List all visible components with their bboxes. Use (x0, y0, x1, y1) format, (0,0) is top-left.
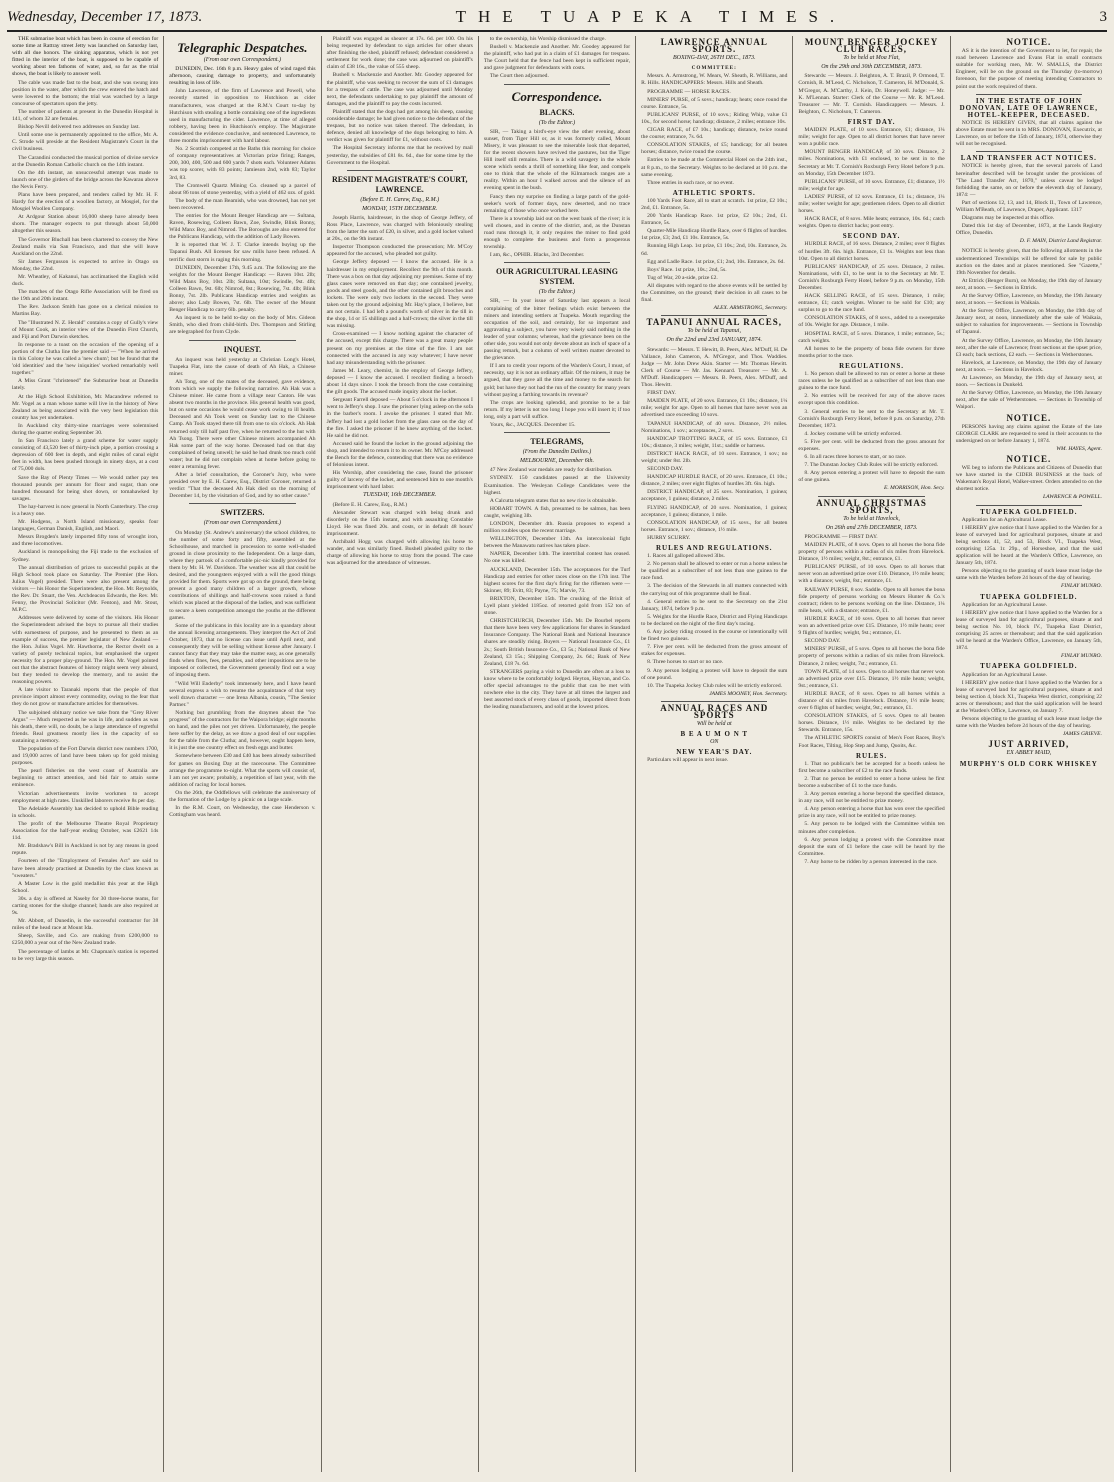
inquest-heading: INQUEST. (223, 344, 262, 354)
benger-regulations: 1. No person shall be allowed to run or enter a horse at these races unless he be qualified as a subscriber of not less than one guinea to the race fund. 2. No entries will be received for any of the above races except upon this condition. 3. General entries to be sent to the Secretary at Mr. T. Cornish's Roxburgh Ferry Hotel, before 8 p.m. on Saturday, 27th December, 1873. 4. Jockey costume will be strictly enforced. 5. Five per cent. will be deducted from the gross amount for expenses. 6. In all races three horses to start, or no race. 7. The Dunstan Jockey Club Rules will be strictly enforced. 8. Any person entering a protest will have to deposit the sum of one guinea. (798, 371, 945, 484)
column-2 (164, 36, 321, 1472)
goldfield-heading-3: TUAPEKA GOLDFIELD. (980, 662, 1078, 671)
notice-1: AS it is the intention of the Government to let, for repair, the road between Lawrence and Evans Flat in small contracts suitable for working men, Mr. W. SMALLS, the District Engineer, will be on the ground on the Thursday (to-morrow) forenoon, for the purpose of meeting intending Contractors to point out the work required of them. (955, 48, 1102, 90)
whiskey-advert: MURPHY'S OLD CORK WHISKEY (959, 759, 1098, 768)
notice-heading-2: NOTICE. (1006, 412, 1052, 423)
blacks-heading: BLACKS. (539, 107, 575, 117)
benger-secretary: E. MORRISON, Hon. Secy. (883, 485, 945, 492)
sports-programme: Messrs. A. Armstrong, W. Mears, W. Sheath, R. Williams, and R. Hills. HANDICAPPERS: Messrs. Hills and Sheath. PROGRAMME — HORSE RACES. MINERS' PURSE, of 5 sovs.; handicap; heats; once round the course. Entrance, 5s. PUBLICANS' PURSE, of 10 sovs.; Riding Whip, value £1 10s., for second horse; handicap; distance, 2 miles; entrance 10s. CIGAR RACE, of £7 10s.; handicap; distance, twice round the course; entrance, 7s. 6d. CONSOLATION STAKES, of £5; handicap; for all beaten horses; distance, twice round the course. Entries to be made at the Commercial Hotel on the 24th inst., at 8 p.m., to the Secretary. Weights to be declared at 10 p.m. the same evening. Three entries in each race, or no event. (641, 73, 788, 186)
rm-court-sub: (Before E. H. Carew, Esq., R.M.) (360, 196, 440, 203)
column-5: LAWRENCE ANNUAL SPORTS. BOXING-DAY, 26TH DEC., 1873. COMMITTEE: Messrs. A. Armstrong, W. Mears, W. Sheath, R. Williams, and R. Hills. HANDICAPPERS: Messrs. Hills and Sheath. PROGRAMME — HORSE RACES. MINERS' PURSE, of 5 sovs.; handicap; heats; once round the course. Entrance, 5s. PUBLICANS' PURSE, of 10 sovs.; Riding Whip, value £1 10s., for second horse; handicap; distance, 2 miles; entrance 10s. CIGAR RACE, of £7 10s.; handicap; distance, twice round the course; entrance, 7s. 6d. CONSOLATION STAKES, of £5; handicap; for all beaten horses; distance, twice round the course. Entries to be made at the Commercial Hotel on the 24th inst., at 8 p.m., to the Secretary. Weights to be declared at 10 p.m. the same evening. Three entries in each race, or no event. ATHLETIC SPORTS. 100 Yards Foot Race, all to start at scratch. 1st prize, £2 10s.; 2nd, £1. Entrance, 5s. 200 Yards Handicap Race. 1st prize, £2 10s.; 2nd, £1. Entrance, 5s. Quarter-Mile Handicap Hurdle Race, over 6 flights of hurdles. 1st prize, £3; 2nd, £1 10s. Entrance, 5s. Running High Leap. 1st prize, £1 10s.; 2nd, 10s. Entrance, 2s. 6d. Egg and Ladle Race. 1st prize, £1; 2nd, 10s. Entrance, 2s. 6d. Boys' Race. 1st prize, 10s.; 2nd, 5s. Tug of War, 20 a-side, prize £2. All disputes with regard to the above events will be settled by the Committee, on the ground; their decision in all cases to be final. ALEX. ARMSTRONG, Secretary. TAPANUI ANNUAL RACES, To be held at Tapanui, On the 22nd and 23rd JANUARY, 1874. Stewards: — Messrs. T. Hewitt, B. Peers, Alex. M'Duff, H. De Vallance, John Cameron, A. M'Gregor, and Thos. Waddies. Judge — Mr. John Drew Akin. Starter — Mr. Thomas Hewitt. Clerk of Course — Mr. Jas. Kennard. Treasurer — Mr. A. M'Duff. Handicappers — Messrs. B. Peers, Alex. M'Duff, and Thos. Hewitt. FIRST DAY. MAIDEN PLATE, of 20 sovs. Entrance, £1 10s.; distance, 1¼ mile; weight for age. Open to all horses that have never won an advertised race exceeding 10 sovs. TAPANUI HANDICAP, of 40 sovs. Distance, 2½ miles. Nominations, 1 sov.; acceptances, 2 sovs. HANDICAP TROTTING RACE, of 15 sovs. Entrance, £1 10s.; distance, 3 miles; weight, 11st.; saddle or harness. DISTRICT HACK RACE, of 10 sovs. Entrance, 1 sov.; no weight; under 8st. 2lb. SECOND DAY. HANDICAP HURDLE RACE, of 20 sovs. Entrance, £1 10s.; distance, 2 miles; over eight flights of hurdles 3ft. 6in. high. DISTRICT HANDICAP, of 25 sovs. Nomination, 1 guinea; acceptance, 1 guinea; distance, 2 miles. FLYING HANDICAP, of 20 sovs. Nomination, 1 guinea; acceptance, 1 guinea; distance, 1 mile. CONSOLATION HANDICAP, of 15 sovs., for all beaten horses. Entrance, 1 sov.; distance, 1½ mile. HURRY SCURRY. RULES AND REGULATIONS. 1. Races all galloped allowed 3lbs. 2. No person shall be allowed to enter or run a horse unless he be qualified as a subscriber of not less than one guinea to the race fund. 3. The decision of the Stewards in all matters connected with the carrying out of this programme shall be final. 4. General entries to be sent to the Secretary on the 21st January, 1874, before 9 p.m. 5. Weights for the Hurdle Race, District and Flying Handicaps to be declared on the night of the first day's racing. 6. Any jockey riding crossed in the course or intentionally will be fined two guineas. 7. Five per cent. will be deducted from the gross amount of stakes for expenses. 8. Three horses to start or no race. 9. Any person lodging a protest will have to deposit the sum of one pound. 10. The Tuapeka Jockey Club rules will be strictly enforced. JAMES MOONEY, Hon. Secretary. ANNUAL RACES AND SPORTS Will be held at B E A U M O N T ON NEW YEAR'S DAY. Particulars will appear in next issue. (636, 36, 793, 1472)
allotment-notice: NOTICE is hereby given, that the following allotments in the undermentioned Townships will be offered for sale by public auction on the dates and at places mentioned. See "Gazette," 19th November for details. At Ettrick (Benger Burn), on Monday, the 19th day of January next, at noon. — Sections in Ettrick. At the Survey Office, Lawrence, on Monday, the 19th January next, at noon. — Sections in Waikaia. At the Survey Office, Lawrence, on Monday, the 19th day of January next, at noon, immediately after the sale of Waikaia, subject to valuation for improvements. — Sections in Township of Tapanui. At the Survey Office, Lawrence, on Monday, the 19th January next, after the sale of Lawrence; front sections at the upset price, £3 each; back sections, £2 each. — Sections in Wetherstones. Havelock, at Lawrence, on Monday, the 19th day of January next, at noon. — Sections in Havelock. At Lawrence, on Monday, the 19th day of January next, at noon. — Sections in Dunkeld. At the Survey Office, Lawrence, on Monday, the 19th January next, after the sale of Wetherstones. — Sections in Township of Waipori. (955, 248, 1102, 411)
benger-sub: To be held at Moa Flat, (843, 55, 900, 62)
tapanui-heading: TAPANUI ANNUAL RACES, (646, 317, 782, 328)
christmas-rules-heading: RULES. (856, 751, 888, 760)
new-year-label: NEW YEAR'S DAY. (676, 748, 753, 757)
hayes-agent: WM. HAYES, Agent. (1056, 445, 1102, 452)
switzers-heading: SWITZERS. (220, 508, 265, 518)
court-ending: to the ownership, his Worship dismissed the charge. Bushell v. Mackenzie and Another. Mr. Goodey appeared for the plaintiff, who had put in a claim of £1 damages for trespass. The Court held that the fence had been kept in sufficient repair, and gave judgment for defendants with costs. The Court then adjourned. (483, 36, 631, 80)
land-transfer-heading: LAND TRANSFER ACT NOTICES. (960, 154, 1097, 163)
athletic-programme: 100 Yards Foot Race, all to start at scratch. 1st prize, £2 10s.; 2nd, £1. Entrance, 5s. 200 Yards Handicap Race. 1st prize, £2 10s.; 2nd, £1. Entrance, 5s. Quarter-Mile Handicap Hurdle Race, over 6 flights of hurdles. 1st prize, £3; 2nd, £1 10s. Entrance, 5s. Running High Leap. 1st prize, £1 10s.; 2nd, 10s. Entrance, 2s. 6d. Egg and Ladle Race. 1st prize, £1; 2nd, 10s. Entrance, 2s. 6d. Boys' Race. 1st prize, 10s.; 2nd, 5s. Tug of War, 20 a-side, prize £2. All disputes with regard to the above events will be settled by the Committee, on the ground; their decision in all cases to be final. (641, 197, 788, 304)
beaumont-body: Particulars will appear in next issue. (647, 757, 729, 764)
notice-heading-3: NOTICE. (1006, 453, 1052, 464)
telegram-paragraphs: 47 New Zealand war medals are ready for distribution. SYDNEY. 150 candidates passed at the University Examination. The Wesleyan College Candidates were the highest. A Calcutta telegram states that no new rice is obtainable. HOBART TOWN. A fish, presumed to be salmon, has been caught, weighing 3lb. LONDON, December 4th. Russia proposes to expend a million roubles upon the recent marriage. WELLINGTON, December 13th. An intercolonial fight between the Manawatu natives has taken place. NAPIER, December 14th. The intertribal contest has ceased. No one was killed. AUCKLAND, December 15th. The acceptances for the Turf Handicap and entries for other races close on the 17th inst. The highest scores for the first day's firing for the riflemen were — Skinner, 89; Evitt, 83; Payne, 75; Marvie, 73. BRIXTON, December 15th. The crushing of the Brixit of Lyell plant yielded 1185oz. of retorted gold from 152 ton of stone. CHRISTCHURCH, December 15th. Mr. De Bourbel reports that there have been very few applications for shares in Standard Insurance Company. The National Bank and National Insurance shares are steadily rising. Buyers — National Insurance Co., £1 2s.; South British Insurance Co., £3 5s.; National Bank of New Zealand, £3 15s.; Shipping Company, 2s. 6d.; Bank of New Zealand, £18 7s. 6d. STRANGERS paying a visit to Dunedin are often at a loss to know where to be comfortably lodged. Heyton, Hayvan, and Co. offer special advantages to the public that can be met with nowhere else in the city. They have at all times the largest and best assorted stock of every class of goods, imported direct from the leading manufacturers, and sold at the lowest prices. (483, 467, 631, 711)
munro-signature-2: FINLAY MUNRO. (1060, 653, 1102, 660)
tapanui-date: On the 22nd and 23rd JANUARY, 1874. (666, 337, 762, 344)
telegraphic-sub: (From our own Correspondent.) (203, 57, 282, 63)
clark-estate-notice: PERSONS having any claims against the Estate of the late GEORGE CLARK are requested to send in their accounts to the undersigned on or before January 1, 1874. (955, 423, 1102, 444)
goldfield-heading-2: TUAPEKA GOLDFIELD. (980, 592, 1078, 601)
committee-label: COMMITTEE: (691, 65, 737, 72)
leasing-editor: (To the Editor.) (538, 289, 576, 296)
benger-date: On the 29th and 30th DECEMBER, 1873. (821, 64, 922, 71)
column-1 (7, 36, 164, 1472)
land-registrar: D. F. MAIN, District Land Registrar. (1019, 238, 1102, 245)
goldfield-lease-2: Application for an Agricultural Lease. I HEREBY give notice that I have applied to the Warden for a lease of surveyed land for agricultural purposes, situate at and being section No. 10, block IV., Tuapeka East District, comprising 25 acres or thereabout; and that the said application will be heard at the Warden's Office, Lawrence, on January 5th, 1874. (955, 601, 1102, 652)
lead-paragraph: THE submarine boat which has been in course of erection for some time at Rattray street Jetty was launched on Saturday last, with all due honors. The sinking apparatus, which is not yet fitted in the interior of the boat, is supposed to be capable of working about ten fathoms of water, and, so far as the trial shows, the boat is likely to answer well. (12, 36, 159, 78)
benger-first-day-races: MAIDEN PLATE, of 10 sovs. Entrance, £1; distance, 1¼ mile; weight for age. Open to all district horses that have never won a public race. MOUNT BENGER HANDICAP, of 30 sovs. Distance, 2 miles. Nominations, with £1 enclosed, to be sent in to the Secretary at Mr. T. Cornish's Roxburgh Ferry Hotel before 9 p.m. on Monday, 15th December 1873. PUBLICANS' PURSE, of 10 sovs. Entrance, £1; distance, 1½ mile; weight for age. LADIES' PURSE, of 12 sovs. Entrance, £1 1s.; distance, 1¼ mile; welter weight for age; gentlemen riders. Open to all district horses. HACK RACE, of 8 sovs. Mile heats; entrance, 10s. 6d.; catch weights. Open to district hacks; post entry. (798, 127, 945, 230)
tapanui-programme: Stewards: — Messrs. T. Hewitt, B. Peers, Alex. M'Duff, H. De Vallance, John Cameron, A. M'Gregor, and Thos. Waddies. Judge — Mr. John Drew Akin. Starter — Mr. Thomas Hewitt. Clerk of Course — Mr. Jas. Kennard. Treasurer — Mr. A. M'Duff. Handicappers — Messrs. B. Peers, Alex. M'Duff, and Thos. Hewitt. FIRST DAY. MAIDEN PLATE, of 20 sovs. Entrance, £1 10s.; distance, 1¼ mile; weight for age. Open to all horses that have never won an advertised race exceeding 10 sovs. TAPANUI HANDICAP, of 40 sovs. Distance, 2½ miles. Nominations, 1 sov.; acceptances, 2 sovs. HANDICAP TROTTING RACE, of 15 sovs. Entrance, £1 10s.; distance, 3 miles; weight, 11st.; saddle or harness. DISTRICT HACK RACE, of 10 sovs. Entrance, 1 sov.; no weight; under 8st. 2lb. SECOND DAY. HANDICAP HURDLE RACE, of 20 sovs. Entrance, £1 10s.; distance, 2 miles; over eight flights of hurdles 3ft. 6in. high. DISTRICT HANDICAP, of 25 sovs. Nomination, 1 guinea; acceptance, 1 guinea; distance, 2 miles. FLYING HANDICAP, of 20 sovs. Nomination, 1 guinea; acceptance, 1 guinea; distance, 1 mile. CONSOLATION HANDICAP, of 15 sovs., for all beaten horses. Entrance, 1 sov.; distance, 1½ mile. HURRY SCURRY. (641, 346, 788, 541)
goldfield-lease-3: Application for an Agricultural Lease. I HEREBY give notice that I have applied to the Warden for a lease of surveyed land for agricultural purposes, situate at and being section 4, block XI., Tuapeka West district, comprising 22 acres or thereabouts; and that the said application will be heard at the Warden's Office, Lawrence, on January 7. Persons objecting to the granting of such lease must lodge the same with the Warden before 24 hours of the day of hearing. (955, 671, 1102, 730)
telegraph-paragraphs: John Lawrence, of the firm of Lawrence and Powell, who recently started in opposition to Hutchison as cider manufacturers, was charged at the R.M.'s Court to-day by Hutchison with stealing a bottle containing one of the ingredients used in manufacturing the cider. Lawrence, at time of alleged robbery, having been in Hutchison's employ. The Magistrate considered the evidence conclusive, and sentenced Lawrence, to three months imprisonment with hard labour. No. 2 Scottish competed at the Baths this morning for choice of company representatives at Victorian prize firing; Ranges, 200, 300, 400, 500 and 600 yards 7 shots each. Volunteer Adams was top scorer, with 83 points; Jamieson 2nd, with 83; Taylor 3rd, 83. The Cromwell Quartz Mining Co. cleaned up a parcel of about 86 tons of stone yesterday, with a yield of 462 ozs. of gold. The body of the man Beamish, who was drowned, has not yet been recovered. The entries for the Mount Benger Handicap are — Sultana, Raven, Rosewing, Colleen Bawn, Zoe, Swindle, Blink Bonny, Wild Manx Boy, and Nimrod. The Boroughs are also entered for the Publicans Handicap, with the addition of Lady Bowen. It is reported that W. J. T. Clarke intends buying up the Tapanui Bush. All licenses for saw mills have been refused. A terrific dust storm is raging this morning. DUNEDIN, December 17th, 9.45 a.m. The following are the weights for the Mount Benger Handicap: — Raven 10st. 2lb; Wild Manx Boy, 10st. 2lb; Sultana, 10st; Swindle, 9st. 4lb; Colleen Bawn, 9st. 6lb; Nimrod, 8st.; Rosewing, 7st. 4lb; Blink Bonny, 7st. 2lb. Publicans Handicap entries and weights as above; also Lady Bowen, 7st. 6lb. The owner of the Mount Benger Handicap to carry 6lb. penalty. An inquest is to be held to-day on the body of Mrs. Gideon Smith, who died from child-birth. Drs. Thompson and Stirling are telegraphed for from Clyde. (169, 88, 316, 336)
sports-heading: LAWRENCE ANNUAL SPORTS. (660, 37, 768, 55)
rm-court-paragraphs: Joseph Harris, hairdresser, in the shop of George Jeffery, of Ross Place, Lawrence, was charged with feloniously stealing from the latter the sum of £20, in silver, and a gold locket valued at 20s., on the 9th instant. Inspector Thompson conducted the prosecution; Mr. M'Coy appeared for the accused, who pleaded not guilty. George Jeffery deposed — I know the accused. He is a hairdresser in my employment. Recollect the 9th of this month. There was a box on that day adjoining my premises. Some of my glass cases were removed on that day; one contained jewelry, goods and steel goods, and the other contained gilt brooches and lockets. The were only two lockets in the second. They were taken out by the ground adjoining Mr. Hay's place, I believe, but am not certain. I had left a pound's worth of silver in the till in the shop, 14 or 15 shillings and a half-crown; the silver in the till was missing. Cross-examined — I know nothing against the character of the accused, except this charge. There was a great many people present on my premises at the time of the fire. I am not connected with the accused in any way whatever; I have never had any misunderstanding with the prisoner. James M. Leary, chemist, in the employ of George Jeffery, deposed — I know the accused. I recollect finding a brooch about 14 days since. I took the brooch from the case containing the gilt goods. The accused made inquiry about the locket. Sergeant Farrell deposed — About 5 o'clock in the afternoon I went to Jeffery's shop. I saw the prisoner lying asleep on the sofa in the barber's room. I awoke the prisoner. I stated that Mr. Jeffery had lost a gold locket from the glass case on the day of the fire. I asked the prisoner if he knew anything of the locket. He said he did not. Accused said he found the locket in the ground adjoining the shop, and intended to return it to its owner. Mr. M'Coy addressed the Bench for the defence, contending that there was no evidence of felonious intent. His Worship, after considering the case, found the prisoner guilty of larceny of the locket, and sentenced him to one month's imprisonment with hard labor. (326, 214, 473, 491)
page-number: 3 (1099, 8, 1107, 25)
masthead (7, 4, 1107, 32)
issue-date: Wednesday, December 17, 1873. (7, 8, 203, 25)
beaumont-label: B E A U M O N T (680, 730, 749, 739)
column-6 (793, 36, 950, 1472)
lawrence-powell-signature: LAWRENCE & POWELL. (1042, 494, 1102, 501)
sports-secretary: ALEX. ARMSTRONG, Secretary. (713, 305, 788, 312)
tapanui-sub: To be held at Tapanui, (687, 328, 741, 335)
switzers-paragraphs: On Monday (St. Andrew's anniversary) the school children, to the number of some forty and fifty, assembled at the Schoolhouse, and marched in procession to some well-shaded ground in close proximity to the Independent. On a large dam, where they partook of a comfortable pic-nic kindly provided for them by Mr. H. W. Davidson. The weather was all that could be desired, and the youngsters enjoyed with a will the good things provided for them. Sports were got up on the ground, there being present a good many children of a larger growth, whose contributions of shillings and half-crowns soon raised a fund which was placed at the disposal of the ladies, and was sufficient to secure a keen competition amongst the youths at the different games. Some of the publicans in this locality are in a quandary about the annual licensing arrangements. They interpret the Act of 2nd October, 1873, that no license can issue until April next, and consequently they will be selling without license after January. I cannot fancy that they may take the matter easy, as one generally finds when fines, fees, penalties, and other impositions are to be imposed or collected, the Government generally find out a way of imposing them. "Wild Will Enderby" took immensely here, and I have heard several express a wish to resume the acquaintance of that very well drawn character — one Irena Albania, cousin, "The Senior Partner." Nothing but grumbling from the draymen about the "no progress" of the contractors for the Waipora bridge; eight months on hand, and the piles not yet driven. Unfortunately, the people here suffer by the delay, as we draw a good deal of our supplies for the table from the Clutha; and, however, ought happen here, it is just the one country effect on fresh eggs and butter. Somewhere between £30 and £40 has been already subscribed for games on Boxing Day at the racecourse. The Committee arrange the programme to-night. What the sports will consist of, I am not yet aware; probably, a repetition of last year, with the addition of racing for local horses. On the 26th, the Oddfellows will celebrate the anniversary of the formation of the Lodge by a picnic on a large scale. In the R.M. Court, on Wednesday, the case Henderson v. Cottingham was heard. (169, 529, 316, 819)
tapanui-rules-heading: RULES AND REGULATIONS. (655, 544, 773, 552)
cider-notice: WE beg to inform the Publicans and Citizens of Dunedin that we have started in the CIDER BUSINESS at the back of Wakeman's Royal Hotel, Walker-street. Orders attended to on the shortest notice. (955, 465, 1102, 493)
blacks-letter: SIR, — Taking a bird's-eye view the other evening, about sunset, from Tiger Hill or, as it was formerly called, Mount Misery, it was pleasant to see the miserable look that departed, for the recent showers have revived the pastures, but the Tiger Hill itself still remains. There is a wild savagery in the whole scene which sends a thrill of something like fear, and compels one to think that the whole of the Kilmarnock ranges are a reality. Within an hour I walked across and the silence of an evening spent in the bush. Fancy then my surprise on finding a large patch of the gold-seeker's work of former days, now deserted, and no trace remaining of those who once worked here. There is a township laid out on the west bank of the river; it is well chosen, and in centre of the district, and, as the Dunstan road runs through it, it only requires the miner to find gold enough to complete the business and form a prosperous township. I am, &c., OPHIR. Blacks, 3rd December. (483, 128, 631, 259)
land-transfer-notices: NOTICE is hereby given, that the several parcels of Land hereinafter described will be brought under the provisions of "The Land Transfer Act, 1870," unless caveat be lodged forbidding the same, on or before the eleventh day of January, 1874: — Part of sections 12, 13, and 14, Block II., Town of Lawrence, William M'Beath, of Lawrence, Draper, Applicant. 1317 Diagrams may be inspected at this office. Dated this 1st day of December, 1873, at the Lands Registry Office, Dunedin. (955, 163, 1102, 237)
melbourne-date: MELBOURNE, December 6th. (519, 458, 594, 465)
correspondence-heading: Correspondence. (511, 88, 603, 104)
telegrams-sub: (From the Dunedin Dailies.) (522, 449, 592, 456)
goldfield-lease-1: Application for an Agricultural Lease. I HEREBY give notice that I have applied to the Warden for a lease of surveyed land for agricultural purposes, situate at and being sections 41, 52, and 53, Block VI., Tuapeka West, comprising 125a. 1r. 29p., of Horseshoe, and that the said application will be heard at the Warden's Office, Lawrence, on January 5th, 1874. Persons objecting to the granting of such lease must lodge the same with the Warden before 24 hours of the day of hearing. (955, 516, 1102, 582)
dunedin-dispatch: DUNEDIN, Dec. 16th 8 p.m. Heavy gales of wind raged this afternoon, causing damage to property, and unfortunately resulting in loss of life. (169, 66, 316, 87)
blacks-editor: (To the Editor.) (538, 119, 576, 126)
donovan-notice: NOTICE IS HEREBY GIVEN, that all claims against the above Estate must be sent in to MRS. DONOVAN, Executrix, at Lawrence, on or before the 15th of January, 1874, otherwise they will not be recognised. (955, 119, 1102, 148)
court-report-continued: Plaintiff was engaged as shearer at 17s. 6d. per 100. On his being requested by defendant to sign articles for other shears after finishing the shed, plaintiff refused; defendant considered a settlement for work done; the case was adjourned on plaintiff's claim of £38 16s., the value of 555 sheep. Bushell v. Mackenzie and Another. Mr. Goodey appeared for the plaintiff, who was seeking to recover the sum of £1 damages for a trespass of cattle. The case was adjourned until Monday next, the defendants undertaking to pay plaintiff the amount of damages, and the plaintiff to pay the costs incurred. Plaintiff stated that the dogs had got among his sheep, causing considerable damage; he had given notice to the defendant of the trespass, but no notice was taken thereof. The defendant, in defence, denied all knowledge of the dogs belonging to him. A verdict was given for plaintiff for £1, without costs. The Hospital Secretary informs me that he received by mail yesterday, the subsidies of £81 8s. 6d., due for some time by the Government to the Hospital. (326, 36, 473, 166)
column-4 (479, 36, 636, 1472)
munro-signature-1: FINLAY MUNRO. (1060, 583, 1102, 590)
benger-heading: MOUNT BENGER JOCKEY CLUB RACES, (804, 37, 939, 55)
christmas-heading: ANNUAL CHRISTMAS SPORTS, (816, 497, 927, 515)
rm-court-date: MONDAY, 15TH DECEMBER. (362, 205, 438, 212)
benger-second-day: SECOND DAY. (842, 232, 901, 241)
telegraphic-heading: Telegraphic Despatches. (177, 40, 308, 55)
regulations-heading: REGULATIONS. (839, 361, 905, 370)
christmas-sub: To be held at Havelock, (843, 515, 900, 522)
newspaper-title: THE TUAPEKA TIMES. (455, 7, 847, 26)
columns (7, 36, 1107, 1472)
leasing-letter: SIR, — In your issue of Saturday last appears a local complaining of the bitter feelings which exist between the miners and intending settlers at Tuapeka. Mouth regarding the occupation of the soil, and certainly, for so important and aggravating a subject, you have very wisely said nothing in the leader of your columns; whereas, had the grievance been on the other side, you would not only devote about an inch of space of a passing remark, but a column of well written matter devoted to the grievance. If I am to credit your reports of the Warden's Court, I must, of necessity, say it is not an ordinary affair. Of the miners, it may be argued, that they gave all the time and money to the search for gold; but have they not had the run of the country for many years without paying a farthing towards its revenue? The crops are looking splendid, and promise to be a fair return. If my letter is not too long I hope you will insert it; if too long, only a part will suffice. Yours, &c., JACQUES. December 15. (483, 298, 631, 429)
benger-officials: Stewards: — Messrs. J. Beighton, A. T. Brazil, P. Ormond, T. Cornish, R. M'Leod, C. Nicholson, T. Cameron, H. M'Donald, S. M'Gregor, A. M'Carthy, J. Kein, Dr. Honeywell. Judge: — Mr. K. M'Lennan. Starter: Clerk of the Course — Mr. R. M'Leod. Treasurer — Mr. T. Cornish. Handicappers — Messrs. J. Beighton, C. Nicholson, T. Cameron. (798, 73, 945, 115)
leasing-heading: OUR AGRICULTURAL LEASING SYSTEM. (496, 267, 618, 287)
tapanui-secretary: JAMES MOONEY, Hon. Secretary. (709, 690, 788, 697)
christmas-rules: 1. That no publican's bet be accepted for a booth unless he first become a subscriber of £2 to the race funds. 2. That no person be entitled to enter a horse unless he first become a subscriber of £1 to the race funds. 3. Any person entering a horse beyond the specified distance, in any race, will not be entitled to prize money. 4. Any person entering a horse that has won over the specified prize in any race, will not be entitled to prize money. 5. Any person to be lodged with the Committee within ten minutes after completion. 6. Any person lodging a protest with the Committee must deposit the sum of £1 before the case will be heard by the Committee. 7. Any horse to be ridden by a person interested in the race. (798, 760, 945, 865)
tuesday-date: TUESDAY, 16th DECEMBER. (363, 492, 437, 499)
annual-races-heading: ANNUAL RACES AND SPORTS (660, 702, 769, 720)
arrived-sub: EX ABBEY MAID, (1006, 750, 1052, 757)
christmas-programme: PROGRAMME — FIRST DAY. MAIDEN PLATE, of 8 sovs. Open to all horses the bona fide property of persons within a radius of six miles from Havelock. Distance, 1½ miles; weight, 8st.; entrance, £1. PUBLICANS' PURSE, of 10 sovs. Open to all horses that never won an advertised prize over £10. Distance, 1½ mile heats; with a distance; weight, 8st.; entrance, £1. RAILWAY PURSE, 8 sov. Saddle. Open to all horses the bona fide property of persons working on Messrs Hunter & Co.'s contract; riders to be persons working on the line. Distance, 1¼ mile heats, with a distance; entrance, £1. HURDLE RACE, of 10 sovs. Open to all horses that never won an advertised prize over £15. Distance, 1½ mile heats; over 9 flights of hurdles; weight, 9st.; entrance, £1. SECOND DAY. MINERS' PURSE, of 5 sovs. Open to all horses the bona fide property of persons within a radius of six miles from Havelock. Distance, 2 miles; weight, 7st.; entrance, £1. TOWN PLATE, of 14 sovs. Open to all horses that never won an advertised prize over £15. Distance, 1½ mile heats; weight, 9st.; entrance, £1. HURDLE RACE, of 8 sovs. Open to all horses within a distance of six miles from Havelock. Distance, 1½ mile heats; over 6 flights of hurdles; weight, 9st.; entrance, £1. CONSOLATION STAKES, of 5 sovs. Open to all beaten horses. Distance, 1½ mile. Weights to be declared by the Stewards. Entrance, 15s. The ATHLETIC SPORTS consist of Men's Foot Races, Boy's Foot Races, Tilting, Hop Step and Jump, Quoits, &c. (798, 533, 945, 749)
goldfield-heading-1: TUAPEKA GOLDFIELD. (980, 507, 1078, 516)
arrived-heading: JUST ARRIVED, (988, 739, 1070, 750)
notice-heading-1: NOTICE. (1006, 37, 1052, 47)
switzers-sub: (From our own Correspondent.) (203, 520, 282, 527)
sports-sub: BOXING-DAY, 26TH DEC., 1873. (672, 55, 756, 62)
inquest-paragraphs: An inquest was held yesterday at Christian Long's Hotel, Tuapeka Flat, into the cause of death of Ah Hak, a Chinese miner. Ah Tong, one of the mates of the deceased, gave evidence, from which we supply the following narrative. Ah Hak was a Chinese miner. He came from a village near Canton. He was absent two months in the province. His general health was good, but on some occasions he would cease work owing to ill health. Deceased and Ah Took went on Sunday last to the Chinese Camp. Ah Took stayed there till from one to six o'clock. Ah Hak returned only till half past five, when he returned to the hut with Ah Tsong. There were other Chinese miners accompanied Ah Hak some part of the way home. Deceased had on that day complained of being unwell; he said he had drunk too much cold water; but he did not complain when at home before going to enter a returning fever. After a brief consultation, the Coroner's Jury, who were presided over by E. H. Carew, Esq., District Coroner, returned a verdict "That the deceased Ah Hak died on the morning of December 14, by the visitation of God, and by no other cause." (169, 356, 316, 500)
tapanui-rules: 1. Races all galloped allowed 3lbs. 2. No person shall be allowed to enter or run a horse unless he be qualified as a subscriber of not less than one guinea to the race fund. 3. The decision of the Stewards in all matters connected with the carrying out of this programme shall be final. 4. General entries to be sent to the Secretary on the 21st January, 1874, before 9 p.m. 5. Weights for the Hurdle Race, District and Flying Handicaps to be declared on the night of the first day's racing. 6. Any jockey riding crossed in the course or intentionally will be fined two guineas. 7. Five per cent. will be deducted from the gross amount of stakes for expenses. 8. Three horses to start or no race. 9. Any person lodging a protest will have to deposit the sum of one pound. 10. The Tuapeka Jockey Club rules will be strictly enforced. (641, 553, 788, 689)
grieve-signature: JAMES GRIEVE. (1062, 731, 1102, 738)
rm-court-heading: RESIDENT MAGISTRATE'S COURT, LAWRENCE. (331, 174, 468, 194)
news-paragraphs: The cable was made fast to the boat, and she was swung into position in the water, after which the crew entered the hatch and were lowered to the bottom; the trial was watched by a large concourse of spectators upon the jetty. The number of patients at present in the Dunedin Hospital is 141, of whom 32 are females. Bishop Nevill delivered two addresses on Sunday last. Until some one is permanently appointed to the office, Mr. A. C. Strode will preside at the Resident Magistrate's Court in the civil business. The Carandini conducted the musical portion of divine service at the Dunedin Roman Catholic church on the 14th instant. On the 4th instant, an unsuccessful attempt was made to launch one of the girders of the bridge across the Kawarau above the Nevis Ferry. Plans have been prepared, and tenders called by Mr. H. F. Hardy for the erection of a woollen factory, at Mosgiel, for the Mosgiel Woollen Company. At Ardgour Station about 16,000 sheep have already been shorn. The manager expects to put through about 50,000 altogether this season. The Governor Bluchall has been chartered to convey the New Zealand mails via San Francisco, and that she will leave Auckland on the 22nd. Sir James Fergusson is expected to arrive in Otago on Monday, the 22nd. Mr. Wheatley, of Kakanui, has acclimatised the English wild duck. The matches of the Otago Rifle Association will be fired on the 19th and 20th instant. The Rev. Jackson Smith has gone on a clerical mission to Martins Bay. The "Illustrated N. Z. Herald" contains a copy of Gully's view of Mount Cook, an interior view of the Dunedin First Church, and Fiji and Port Darwin sketches. In response to a toast on the occasion of the opening of a portion of the Clutha line the premier said — "When he arrived in this Colony he was called a 'new chum'; but he found that the 'old identities' and the 'new iniquities' worked remarkably well together." A Miss Grant "christened" the Submarine boat at Dunedin lately. At the High School Exhibition, Mr. Macandrew referred to Mr. Vogel as a man whose name will live in the history of New Zealand as being associated with the very best legislation this country has yet undertaken. In Auckland city thirty-nine marriages were solemnised during the quarter ending September 30. In San Francisco lately a grand scheme for water supply consisting of 43,520 feet of thirty-inch pipe, a portion crossing a depression of 600 feet in depth, and eight miles of canal eight feet in width, has been pushed through in ninety days, at a cost of 75,000 dols. Save the Bay of Plenty Times — We would rather pay ten thousand pounds per annum for flour and sugar, than one hundred thousand for being shot down, or tomahawked by savages. The hay-harvest is now general in North Canterbury. The crop is a heavy one. Mr. Hodgens, a North Island missionary, speaks four languages, German Danish, English, and Maori. Messrs Brogden's lately imported fifty tons of wrought iron, and three locomotives. Auckland is monopolising the Fiji trade to the exclusion of Sydney. The annual distribution of prizes to successful pupils at the High School took place on Saturday. The Premier (the Hon. Julius Vogel) presided. There were also present among the visitors — his Honor the Superintendent, the Hon. Mr. Reynolds, the Rev. Dr. Stuart, the Ven. Archdeacon Edwards, the Rev. Mr. Fenny, the Provincial Solicitor (Mr. Fenton), and Mr. Stout, M.P.C. Addresses were delivered by some of the visitors. His Honor the Superintendent advised the boys to pursue all their studies with earnestness of purpose, and he presented to them as an example of success, the premier legislator of New Zealand — the Hon. Julius Vogel. Mr. Hawthorne, the Rector dwelt on a variety of purely technical topics, but emphasised the urgent necessity for a proper play-ground. The Hon. Mr. Vogel pointed out that the abstract features of history might seem very absurd, but they tended to develop the memory, and to assist the reasoning powers. A late visitor to Taranaki reports that the people of that province import almost every commodity, owing to the fear that they do not grow or manufacture articles for themselves. The subjoined obituary notice we take from the "Grey River Argus" — Much respected as he was in life, and sudden as was his death, there will, no doubt, be a large attendance of regretful friends. Real greatness mostly lies in the capacity of so sustaining a memory. The population of the Fort Darwin district now numbers 1700, and 19,000 acres of land have been taken up for gold mining purposes. The pearl fisheries on the west coast of Australia are beginning to attract attention, and bid fair to attain some eminence. Victorian advertisements invite workmen to accept employment at high rates. Unskilled laborers receive 8s per day. The Adelaide Assembly has decided to uphold Bible reading in schools. The profit of the Melbourne Theatre Royal Proprietary Association for the half-year ending October, was £2621 14s 11d. Mr. Bradshaw's Bill in Auckland is not by any means in good repute. Fourteen of the "Employment of Females Act" are said to have been already practised at Dunedin by the class known as "sweaters." A Master Low is the gold medallist this year at the High School. 30s. a day is offered at Naseby for 30 three-horse teams, for carting stones for the sludge channel; hands are also required at 9s. Mr. Abbott, of Dunedin, is the successful contractor for 38 miles of the head race at Mount Ida. Sheep, Saville, and Co. are making from £200,000 to £250,000 a year out of the New Zealand trade. The percentage of lambs at Mr. Chapman's station is reported to be very large this season. (12, 79, 159, 962)
donovan-estate-heading: IN THE ESTATE OF JOHN DONOVAN, LATE OF LAWRENCE, HOTEL-KEEPER, DECEASED. (959, 96, 1099, 119)
benger-first-day: FIRST DAY. (847, 117, 896, 126)
athletic-heading: ATHLETIC SPORTS. (672, 188, 756, 197)
tuesday-paragraphs: (Before E. H. Carew, Esq., R.M.) Alexander Stewart was charged with being drunk and disorderly on the 15th instant, and with assaulting Constable Lloyd. He was fined 20s. and costs, or in default 48 hours' imprisonment. Archibald Hogg was charged with allowing his horse to wander, and was similarly fined. Bushell pleaded guilty to the charge of allowing his horse to stray from the pound. The case was adjourned for the attendance of witnesses. (326, 501, 473, 567)
telegrams-heading: TELEGRAMS, (530, 437, 584, 447)
christmas-date: On 26th and 27th DECEMBER, 1873. (825, 524, 918, 531)
column-3 (322, 36, 479, 1472)
column-7 (951, 36, 1107, 1472)
benger-second-day-races: HURDLE RACE, of 16 sovs. Distance, 2 miles; over 8 flights of hurdles 3ft. 6in. high. Entrance, £1 1s. Weights not less than 10st. Open to all district horses. PUBLICANS' HANDICAP, of 25 sovs. Distance, 2 miles. Nominations, with £1, to be sent in to the Secretary at Mr. T. Cornish's Roxburgh Ferry Hotel, before 9 p.m. on Monday, 15th December. HACK SELLING RACE, of 15 sovs. Distance, 1 mile; entrance, £1; catch weights. Winner to be sold for £10; any surplus to go to the race fund. CONSOLATION STAKES, of 8 sovs., added to a sweepstake of 10s. Weight for age. Distance, 1 mile. HOSPITAL RACE, of 5 sovs. Distance, 1 mile; entrance, 5s.; catch weights. All horses to be the property of bona fide owners for three months prior to the race. (798, 241, 945, 359)
newspaper-page (7, 4, 1107, 1474)
